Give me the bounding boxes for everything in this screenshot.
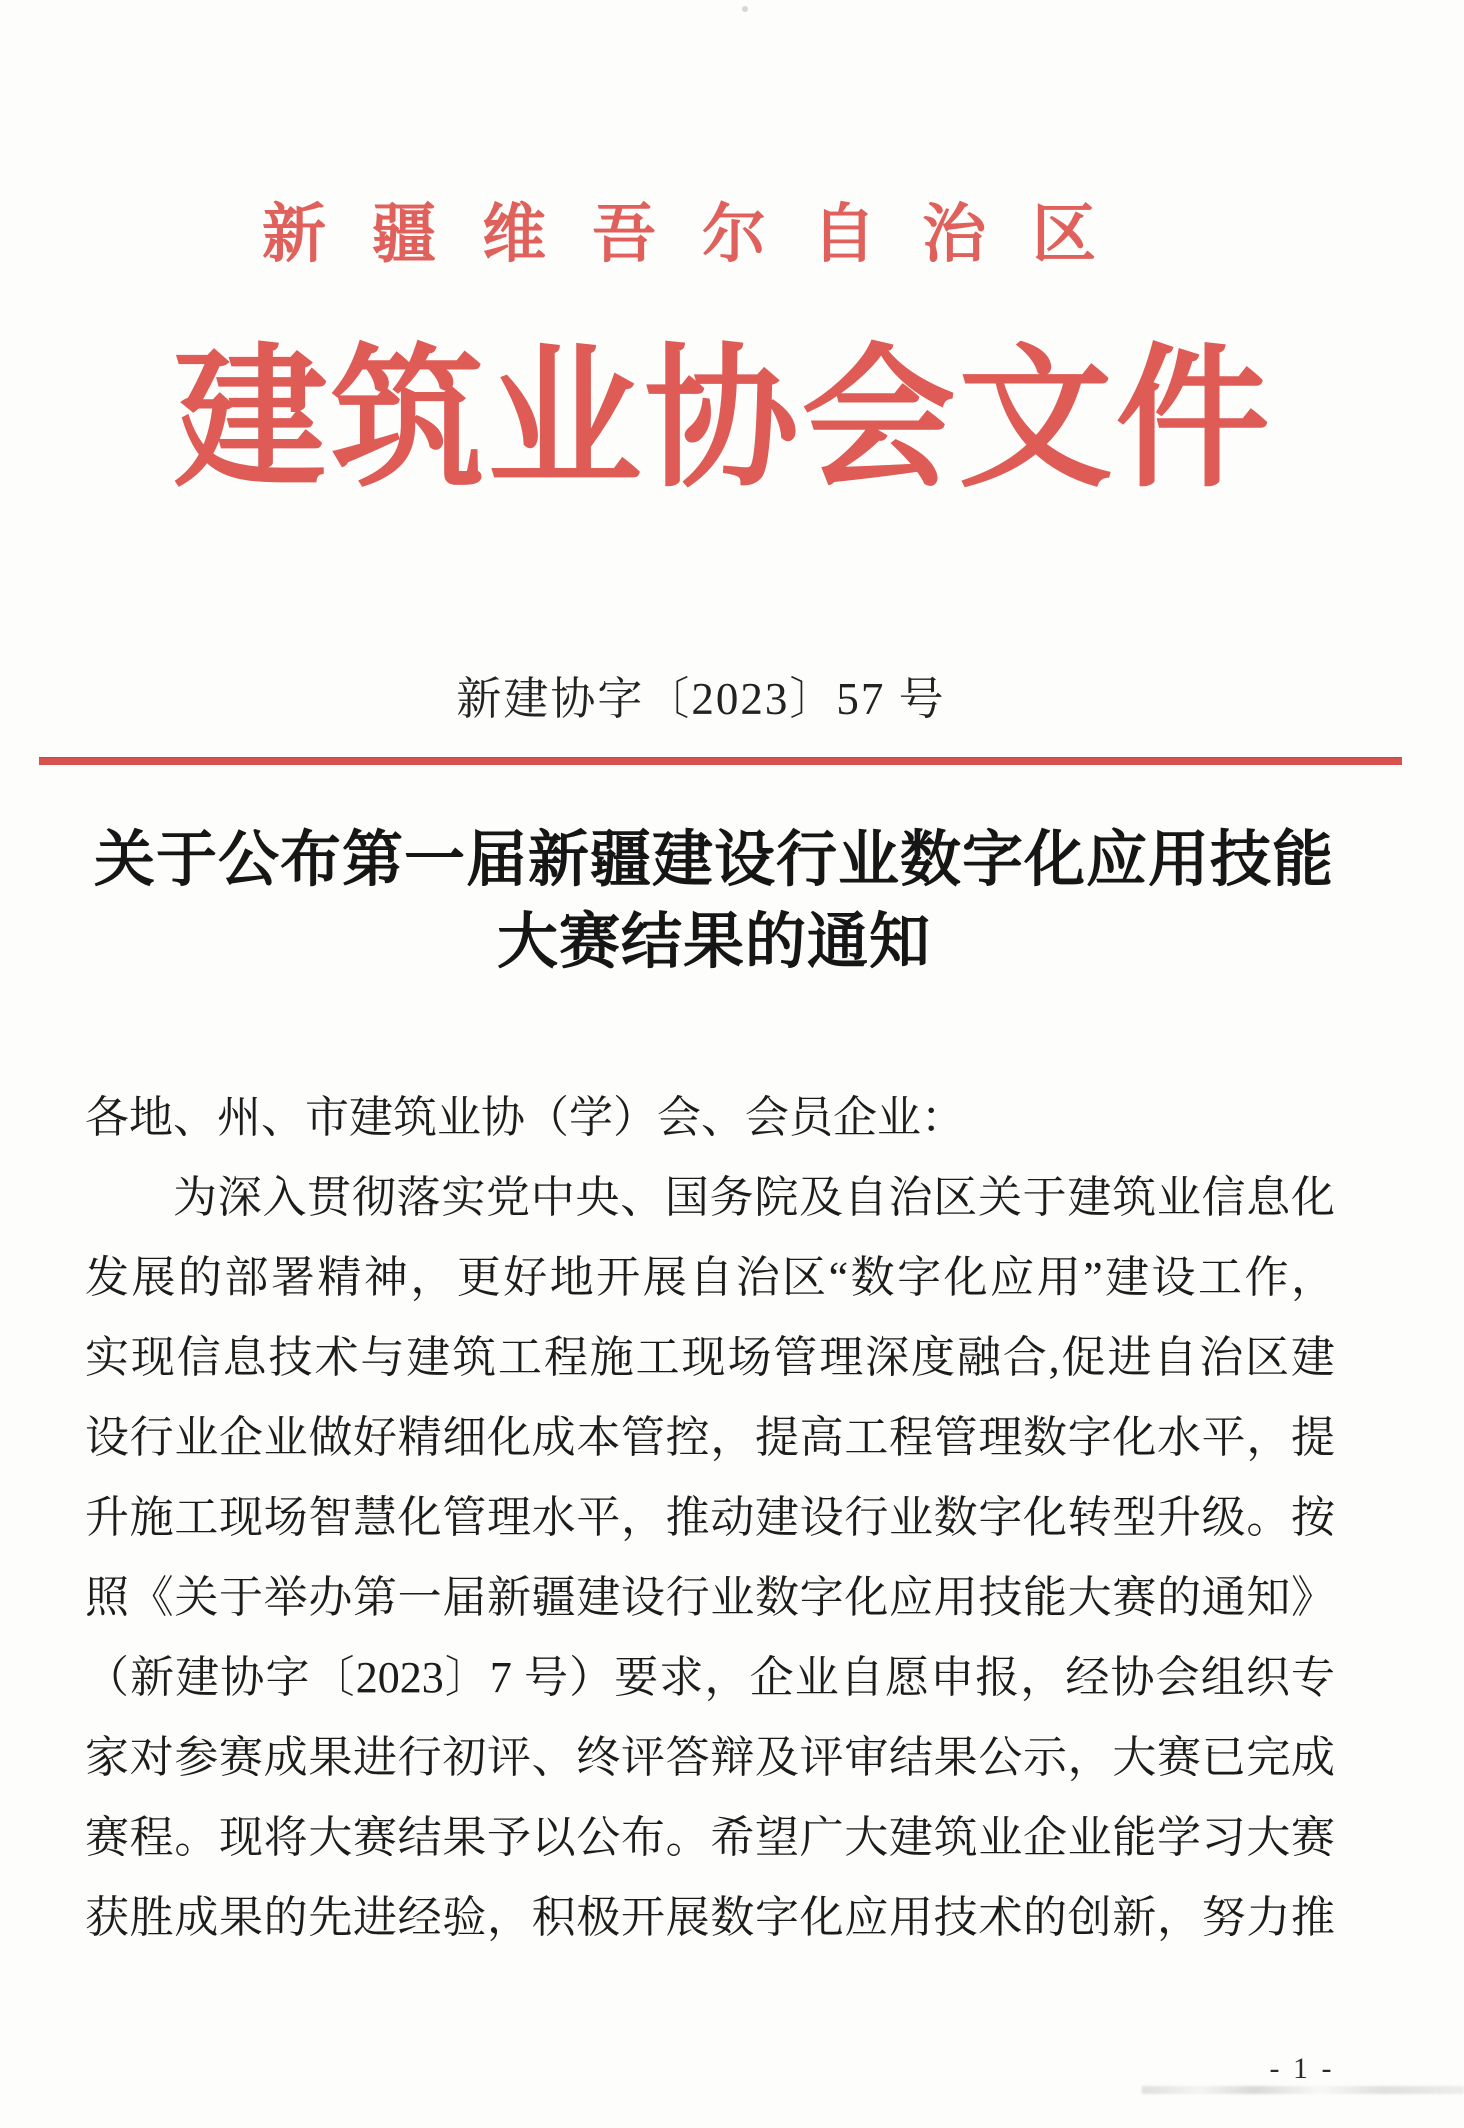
body-line: 为深入贯彻落实党中央、国务院及自治区关于建筑业信息化 [173,1173,1335,1222]
document-body [85,1078,1335,1958]
document-title [0,820,1464,984]
letterhead-org-title: 建筑业协会文件 [173,336,1273,506]
body-line: 家对参赛成果进行初评、终评答辩及评审结果公示，大赛已完成 [85,1733,1335,1782]
document-title-line2: 大赛结果的通知 [496,909,931,976]
body-line: 照《关于举办第一届新疆建设行业数字化应用技能大赛的通知》 [85,1573,1335,1622]
body-line: 设行业企业做好精细化成本管控，提高工程管理数字化水平，提 [85,1413,1335,1462]
red-separator-rule [39,757,1402,765]
body-line: 赛程。现将大赛结果予以公布。希望广大建筑业企业能学习大赛 [85,1813,1335,1862]
page-number: - 1 - [1269,2052,1335,2085]
body-line: 获胜成果的先进经验，积极开展数字化应用技术的创新，努力推 [85,1893,1335,1942]
document-number: 新建协字〔2023〕57 号 [456,674,946,724]
document-title-line1: 关于公布第一届新疆建设行业数字化应用技能 [93,827,1334,894]
body-line: （新建协字〔2023〕7 号）要求，企业自愿申报，经协会组织专 [85,1653,1335,1702]
body-line: 发展的部署精神，更好地开展自治区“数字化应用”建设工作， [85,1253,1335,1302]
body-line: 升施工现场智慧化管理水平，推动建设行业数字化转型升级。按 [85,1493,1335,1542]
scan-artifact-dot [742,6,748,12]
body-line: 实现信息技术与建筑工程施工现场管理深度融合,促进自治区建 [85,1333,1335,1382]
salutation-line: 各地、州、市建筑业协（学）会、会员企业： [85,1093,965,1142]
letterhead-region-name: 新疆维吾尔自治区 [262,199,1142,270]
scan-artifact-smudge [1142,2086,1464,2094]
